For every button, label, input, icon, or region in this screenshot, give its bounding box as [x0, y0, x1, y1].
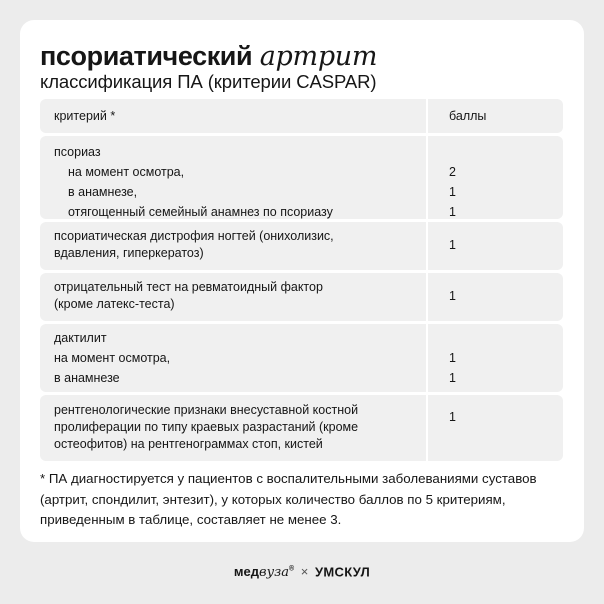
criterion-line: псориатическая дистрофия ногтей (онихолизис,: [54, 229, 334, 243]
criterion-line: дактилит: [54, 331, 107, 345]
brand-footer: [0, 561, 604, 582]
brand-logo-umskul: УМСКУЛ: [315, 564, 371, 580]
criterion-line: вдавления, гиперкератоз): [54, 246, 204, 260]
table-row: [40, 222, 563, 270]
criterion-text: [54, 330, 170, 390]
criterion-line: отягощенный семейный анамнез по псориазу: [68, 205, 333, 219]
table-header-row: [40, 99, 563, 133]
page-title: [40, 39, 377, 74]
table-row: [40, 136, 563, 219]
score-value: 1: [449, 371, 456, 385]
table-row: [40, 324, 563, 392]
title-main: псориатический: [40, 41, 253, 71]
table-row: [40, 273, 563, 321]
criterion-text: [54, 144, 333, 224]
criterion-line: (кроме латекс-теста): [54, 297, 175, 311]
score-cell: [449, 164, 456, 224]
column-header-criterion: критерий *: [54, 109, 116, 123]
criterion-line: псориаз: [54, 145, 101, 159]
score-value: 2: [449, 165, 456, 179]
brand-logo-medvuza: медвуза®: [233, 564, 295, 581]
brand-separator: ×: [300, 564, 309, 580]
footnote: * ПА диагностируется у пациентов с воспалительными заболеваниями суставов (артрит, спондилит, энтезит), у которых количество баллов по 5 критериям, приведенным в таблице, составляет не менее 3.: [40, 471, 537, 527]
criterion-line: на момент осмотра,: [68, 165, 185, 179]
content-card: [20, 20, 584, 542]
score-value: 1: [449, 351, 456, 365]
criterion-text: [54, 279, 323, 313]
criterion-line: остеофитов) на рентгенограммах стоп, кистей: [54, 437, 323, 451]
criterion-text: [54, 402, 358, 453]
criterion-line: в анамнезе,: [68, 185, 138, 199]
criterion-line: на момент осмотра,: [54, 351, 171, 365]
criterion-line: пролиферации по типу краевых разрастаний (кроме: [54, 420, 359, 434]
criterion-text: [54, 228, 334, 262]
score-value: 1: [449, 289, 456, 303]
page-subtitle: классификация ПА (критерии CASPAR): [40, 71, 377, 92]
criterion-line: в анамнезе: [54, 371, 120, 385]
criterion-line: рентгенологические признаки внесуставной костной: [54, 403, 359, 417]
score-cell: [449, 350, 456, 390]
title-accent: артрит: [259, 41, 378, 72]
score-value: 1: [449, 185, 456, 199]
table-row: [40, 395, 563, 461]
column-header-score: баллы: [449, 109, 487, 123]
score-value: 1: [449, 205, 456, 219]
criterion-line: отрицательный тест на ревматоидный фактор: [54, 280, 323, 294]
score-value: 1: [449, 410, 456, 424]
score-value: 1: [449, 238, 456, 252]
